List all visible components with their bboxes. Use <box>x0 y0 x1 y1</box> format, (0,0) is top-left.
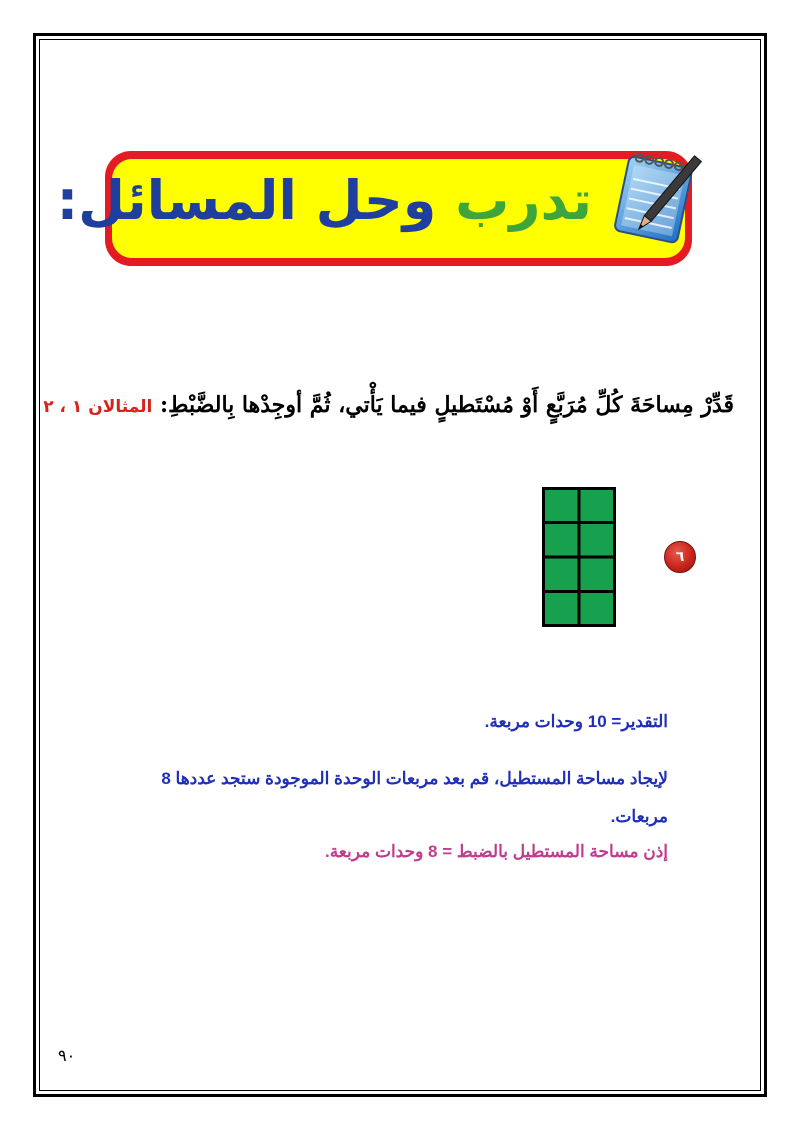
notepad-pencil-icon <box>600 140 712 252</box>
page-number: ٩٠ <box>58 1046 76 1065</box>
instruction-line <box>43 392 734 418</box>
estimate-text: التقدير= 10 وحدات مربعة. <box>484 712 668 731</box>
example-reference: المثالان ١ ، ٢ <box>43 397 153 417</box>
method-text: لإيجاد مساحة المستطيل، قم بعد مربعات الوحدة الموجودة ستجد عددها 8 مربعات. <box>161 769 668 826</box>
instruction-text: قَدِّرْ مِساحَةَ كُلِّ مُرَبَّعٍ أَوْ مُسْتَطيلٍ فيما يَأْتي، ثُمَّ أوجِدْها بِالضَّبْطِ: <box>160 392 734 418</box>
exact-answer-text: إذن مساحة المستطيل بالضبط = 8 وحدات مربعة. <box>324 842 668 861</box>
section-title-word1: تدرب <box>455 169 592 232</box>
rectangle-grid-figure <box>542 487 616 627</box>
section-title <box>56 155 592 247</box>
section-title-word2: وحل المسائل: <box>56 169 437 232</box>
exercise-number-badge: ٦ <box>664 541 696 573</box>
